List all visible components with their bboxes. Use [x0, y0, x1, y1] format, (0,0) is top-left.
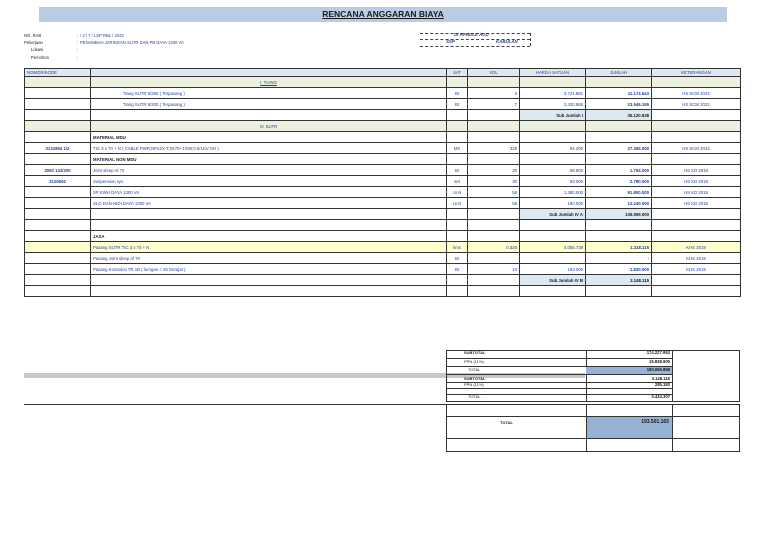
item-unit: set: [447, 176, 468, 187]
cell-empty: [468, 231, 520, 242]
item-note: HS KD 2018: [652, 165, 741, 176]
item-note: HS KD 2018: [652, 198, 741, 209]
signature-block: [420, 32, 532, 49]
item-code: [25, 187, 91, 198]
cell-empty: [652, 110, 741, 121]
cell-empty: [652, 77, 741, 88]
cell-empty: [25, 209, 91, 220]
item-note: KHS 2019: [652, 242, 741, 253]
subtotal2-label: SUBTOTAL: [464, 376, 486, 381]
item-note: HS SCM 2022: [652, 88, 741, 99]
item-total: 1.830.000: [586, 264, 652, 275]
item-price: [520, 253, 586, 264]
cell-empty: [586, 220, 652, 231]
subtotal-row: [25, 275, 741, 286]
item-volume: 58: [468, 198, 520, 209]
total2-value: 3.434.307: [651, 394, 670, 399]
cell-empty: [586, 121, 652, 132]
cell-code: [25, 231, 91, 242]
total2-label: TOTAL: [468, 394, 481, 399]
cell-empty: [447, 286, 468, 297]
item-note: HS SCM 2022: [652, 143, 741, 154]
table-row: [25, 242, 741, 253]
item-code: 3120692: [25, 176, 91, 187]
header-volume: VOL: [468, 69, 520, 77]
meta-value: / 3 / 7 / LSP RBL / 2023: [80, 33, 124, 38]
item-note: KHS 2019: [652, 253, 741, 264]
item-description: Tiang SUTR 9/200 ( Terpasang ): [91, 99, 447, 110]
meta-block: [24, 33, 224, 63]
item-price: 3.724.881: [520, 88, 586, 99]
item-code: [25, 264, 91, 275]
group-label: JASA: [91, 231, 447, 242]
item-description: SP KWH DAYA 1300 VA: [91, 187, 447, 198]
meta-row: NO. RAB : / 3 / 7 / LSP RBL / 2023: [24, 33, 124, 38]
cell-empty: [25, 286, 91, 297]
subtotal-label: Sub Jumlah IV B: [520, 275, 586, 286]
table-row: [25, 198, 741, 209]
item-price: 84.200: [520, 143, 586, 154]
section-title: I. TIANG: [91, 77, 447, 88]
item-volume: 325: [468, 143, 520, 154]
meta-row: Pemohon :: [31, 55, 79, 60]
item-price: 58.800: [520, 165, 586, 176]
group-label: MATERIAL NON MDU: [91, 154, 447, 165]
cell-empty: [447, 121, 468, 132]
cell-empty: [91, 110, 447, 121]
cell-empty: [468, 121, 520, 132]
subtotal-label: Sub Jumlah I: [520, 110, 586, 121]
header-total: JUMLAH: [586, 69, 652, 77]
table-row: [25, 165, 741, 176]
subtotal-value: 174.227.953: [646, 350, 670, 355]
item-code: [25, 242, 91, 253]
grand-total-value: 193.501.165: [641, 419, 669, 425]
item-note: HS KD 2018: [652, 176, 741, 187]
cell-empty: [586, 286, 652, 297]
cell-code: [25, 154, 91, 165]
item-code: [25, 198, 91, 209]
total-label: TOTAL: [468, 367, 481, 372]
cell-empty: [652, 231, 741, 242]
cell-empty: [25, 220, 91, 231]
item-total: 1.764.000: [586, 165, 652, 176]
meta-label: Pemohon: [31, 55, 49, 60]
section-row: [25, 121, 741, 132]
item-unit: Bt: [447, 88, 468, 99]
cell-empty: [652, 209, 741, 220]
item-unit: Mtr: [447, 143, 468, 154]
cell-empty: [447, 154, 468, 165]
cell-empty: [520, 121, 586, 132]
cell-empty: [586, 77, 652, 88]
item-price: 3.420.885: [520, 99, 586, 110]
item-volume: 7: [468, 99, 520, 110]
item-price: 1.380.000: [520, 187, 586, 198]
group-label: MATERIAL MDU: [91, 132, 447, 143]
item-total: 11.174.643: [586, 88, 652, 99]
section-title: IV. SUTR: [91, 121, 447, 132]
header-price: HARGA SATUAN: [520, 69, 586, 77]
item-description: Joint sleep Al 70: [91, 165, 447, 176]
item-description: TIC 3 x 70 + N ( CABLE PWR;NFA2X-T;3X70+1X50;0.6/1KV;OH ): [91, 143, 447, 154]
grand-total-block: [446, 404, 740, 452]
item-note: HS KD 2018: [652, 187, 741, 198]
item-unit: Bt: [447, 99, 468, 110]
item-description: Tiang SUTR 9/350 ( Terpasang ): [91, 88, 447, 99]
item-volume: [468, 253, 520, 264]
item-total: 12.240.000: [586, 198, 652, 209]
item-description: Pasang SUTR TIC 3 x 70 + N: [91, 242, 447, 253]
empty-row: [25, 220, 741, 231]
subtotal-value: 3.148.115: [586, 275, 652, 286]
item-unit: Unit: [447, 187, 468, 198]
table-header-row: [25, 69, 741, 77]
meta-row: Pekerjaan : PENAMBAH JARINGAN SUTR DAN PB DAYA 1300 VA: [24, 40, 184, 45]
subtotal-row: [25, 110, 741, 121]
cell-empty: [520, 220, 586, 231]
table-row: [25, 264, 741, 275]
cell-empty: [468, 77, 520, 88]
ppn-value: 15.838.905: [649, 359, 670, 364]
ppn2-value: 285.192: [654, 382, 670, 387]
subtotal-row: [25, 209, 741, 220]
item-total: 2.790.000: [586, 176, 652, 187]
item-code: [25, 88, 91, 99]
cell-empty: [447, 110, 468, 121]
item-volume: 58: [468, 187, 520, 198]
table-row: [25, 143, 741, 154]
group-label-row: [25, 231, 741, 242]
cell-empty: [520, 154, 586, 165]
header-desc: [91, 69, 447, 77]
budget-table: [24, 68, 741, 297]
item-code: [25, 253, 91, 264]
signature-left: SSP: [446, 39, 455, 44]
item-description: Pasang Kontruksi TR 1B ( lurngan < 45 Derajat ): [91, 264, 447, 275]
cell-empty: [447, 132, 468, 143]
cell-empty: [520, 77, 586, 88]
item-description: Pasang Joint sleep Al 70: [91, 253, 447, 264]
grand-total-label: TOTAL: [500, 420, 513, 425]
cell-empty: [91, 220, 447, 231]
item-total: 1.318.115: [586, 242, 652, 253]
item-code: 3131894 1/2: [25, 143, 91, 154]
group-label-row: [25, 132, 741, 143]
item-description: SLO DAN NIDI DAYA 1300 VA: [91, 198, 447, 209]
item-total: 27.365.000: [586, 143, 652, 154]
ppn-label: PPN (11%): [464, 359, 484, 364]
table-row: [25, 187, 741, 198]
header-code: NOMOR/KODE: [25, 69, 91, 77]
cell-empty: [586, 132, 652, 143]
document-title: RENCANA ANGGARAN BIAYA: [39, 7, 727, 22]
item-price: 180.000: [520, 198, 586, 209]
cell-empty: [91, 209, 447, 220]
section-row: [25, 77, 741, 88]
item-price: 4.055.739: [520, 242, 586, 253]
cell-empty: [468, 286, 520, 297]
item-volume: 30: [468, 176, 520, 187]
table-row: [25, 176, 741, 187]
cell-empty: [586, 231, 652, 242]
item-total: 91.800.000: [586, 187, 652, 198]
total-value: 190.066.858: [646, 367, 670, 372]
item-price: 93.000: [520, 176, 586, 187]
cell-empty: [586, 154, 652, 165]
subtotal-label: SUBTOTAL: [464, 350, 486, 355]
cell-empty: [91, 275, 447, 286]
cell-empty: [652, 132, 741, 143]
item-note: HS SCM 2022: [652, 99, 741, 110]
subtotal-value: 35.120.838: [586, 110, 652, 121]
item-description: Suspension sys: [91, 176, 447, 187]
cell-empty: [468, 132, 520, 143]
cell-empty: [652, 121, 741, 132]
meta-label: NO. RAB: [24, 33, 42, 38]
item-volume: 30: [468, 165, 520, 176]
cell-empty: [520, 132, 586, 143]
cell-empty: [468, 220, 520, 231]
subtotal-label: Sub Jumlah IV A: [520, 209, 586, 220]
meta-label: Pekerjaan: [24, 40, 43, 45]
cell-code: [25, 132, 91, 143]
item-price: 183.000: [520, 264, 586, 275]
item-unit: Unit: [447, 198, 468, 209]
item-unit: kms: [447, 242, 468, 253]
subtotal2-value: 3.148.115: [651, 376, 670, 381]
header-unit: SAT: [447, 69, 468, 77]
ppn2-label: PPN (11%): [464, 382, 484, 387]
cell-empty: [447, 231, 468, 242]
subtotal-value: 135.959.000: [586, 209, 652, 220]
cell-empty: [652, 275, 741, 286]
table-row: [25, 88, 741, 99]
cell-empty: [91, 286, 447, 297]
item-total: -: [586, 253, 652, 264]
item-volume: 10: [468, 264, 520, 275]
cell-empty: [25, 110, 91, 121]
cell-code: [25, 121, 91, 132]
cell-code: [25, 77, 91, 88]
item-unit: Bt: [447, 165, 468, 176]
cell-empty: [468, 154, 520, 165]
item-code: [25, 99, 91, 110]
header-note: KETERANGAN: [652, 69, 741, 77]
cell-empty: [447, 275, 468, 286]
cell-empty: [25, 275, 91, 286]
cell-empty: [447, 220, 468, 231]
meta-label: Lokasi: [31, 47, 44, 52]
item-unit: Bt: [447, 264, 468, 275]
meta-row: Lokasi :: [31, 47, 79, 52]
cell-empty: [468, 275, 520, 286]
signature-top: DI HANDLE AGU: [454, 32, 489, 37]
item-code: 3060 143/200: [25, 165, 91, 176]
group-label-row: [25, 154, 741, 165]
meta-value: PENAMBAH JARINGAN SUTR DAN PB DAYA 1300 VA: [80, 40, 184, 45]
cell-empty: [520, 231, 586, 242]
cell-empty: [447, 209, 468, 220]
table-row: [25, 253, 741, 264]
cell-empty: [468, 110, 520, 121]
item-volume: 0,325: [468, 242, 520, 253]
cell-empty: [468, 209, 520, 220]
cell-empty: [652, 286, 741, 297]
item-unit: Bt: [447, 253, 468, 264]
item-total: 23.946.195: [586, 99, 652, 110]
cell-empty: [520, 286, 586, 297]
item-note: KHS 2019: [652, 264, 741, 275]
item-volume: 3: [468, 88, 520, 99]
empty-row: [25, 286, 741, 297]
cell-empty: [652, 154, 741, 165]
table-row: [25, 99, 741, 110]
cell-empty: [652, 220, 741, 231]
cell-empty: [447, 77, 468, 88]
signature-right: KABULAN: [496, 39, 518, 44]
